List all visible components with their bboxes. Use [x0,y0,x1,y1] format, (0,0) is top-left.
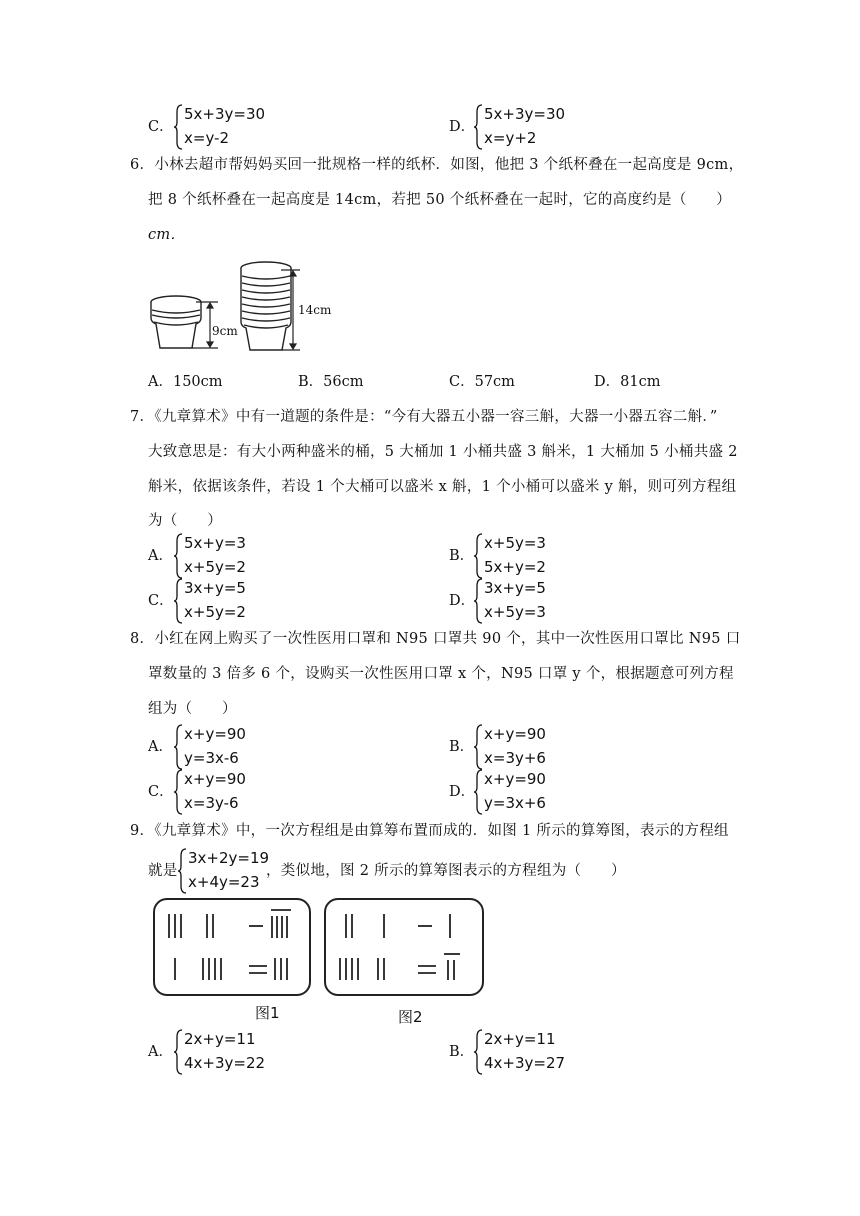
q9-text-line1: 9．《九章算术》中，一次方程组是由算筹布置而成的．如图 1 所示的算筹图，表示的方程组 [130,823,729,839]
equation-1: 3x+2y=19 [188,849,270,867]
equation-2: x+4y=23 [188,873,260,891]
q8-option-a-label: A． [148,739,173,755]
equation-1: 5x+y=3 [184,534,246,552]
equation-2: y=3x+6 [484,794,546,812]
brace-icon [174,104,184,150]
brace-icon [474,104,484,150]
q9-text-line2-pre: 就是 [148,863,178,879]
q6-option-c: C．57cm [449,374,515,390]
q7-option-c-label: C． [148,593,174,609]
brace-icon [174,1029,184,1075]
q7-text-line2: 大致意思是：有大小两种盛米的桶，5 大桶加 1 小桶共盛 3 斛米，1 大桶加 5 小桶共盛 2 [148,444,738,460]
q9-option-a-system [174,1029,294,1075]
counting-rods-2 [326,900,482,994]
q7-option-b-label: B． [449,548,475,564]
equation-2: y=3x-6 [184,749,239,767]
brace-icon [174,724,184,770]
equation-2: x+5y=2 [184,558,246,576]
equation-2: x+5y=2 [184,603,246,621]
q7-option-d-system [474,578,594,624]
q6-option-a: A．150cm [148,374,223,390]
equation-2: x=3y+6 [484,749,546,767]
q8-option-a-system [174,724,294,770]
equation-1: x+5y=3 [484,534,546,552]
q8-option-b-system [474,724,594,770]
q8-text-line1: 8．小红在网上购买了一次性医用口罩和 N95 口罩共 90 个，其中一次性医用口罩比 N95 口 [130,631,741,647]
q7-option-a-label: A． [148,548,173,564]
small-height-label: 9cm [212,324,238,338]
equation-2: x=y-2 [184,129,230,147]
equation-2: x=y+2 [484,129,537,147]
counting-rod-figure-1 [153,898,311,996]
q6-text-line1: 6．小林去超市帮妈妈买回一批规格一样的纸杯．如图，他把 3 个纸杯叠在一起高度是 9cm， [130,157,744,173]
q8-option-b-label: B． [449,739,475,755]
brace-icon [474,769,484,815]
equation-1: 5x+3y=30 [484,105,566,123]
brace-icon [474,578,484,624]
q6-option-d: D．81cm [594,374,661,390]
q5-option-d-label: D． [449,119,476,135]
equation-1: 2x+y=11 [484,1030,556,1048]
brace-icon [174,578,184,624]
q7-option-a-system [174,533,294,579]
equation-2: x=3y-6 [184,794,239,812]
q8-option-d-system [474,769,594,815]
small-cup-stack [151,296,201,348]
equation-1: x+y=90 [184,770,246,788]
q7-text-line3: 斛米，依据该条件，若设 1 个大桶可以盛米 x 斛，1 个小桶可以盛米 y 斛，则可列方程组 [148,479,737,495]
q9-option-a-label: A． [148,1044,173,1060]
q5-option-c-label: C． [148,119,174,135]
q8-option-c-label: C． [148,784,174,800]
equation-1: 3x+y=5 [484,579,546,597]
brace-icon [474,1029,484,1075]
q7-text-line4: 为（ ） [148,513,222,529]
equation-1: 5x+3y=30 [184,105,266,123]
q9-text-line2-post: ，类似地，图 2 所示的算筹图表示的方程组为（ ） [266,863,626,879]
tall-cup-stack [241,262,291,350]
q5-option-c-system [174,104,294,150]
q8-option-d-label: D． [449,784,476,800]
counting-rods-1 [155,900,309,994]
q5-option-d-system [474,104,594,150]
equation-1: x+y=90 [484,725,546,743]
brace-icon [174,533,184,579]
figure-1-caption: 图1 [255,1004,280,1022]
tall-height-label: 14cm [298,303,332,317]
brace-icon [178,848,188,894]
equation-1: 3x+y=5 [184,579,246,597]
equation-2: 4x+3y=27 [484,1054,566,1072]
q7-text-line1: 7．《九章算术》中有一道题的条件是：“今有大器五小器一容三斛，大器一小器五容二斛．” [130,409,718,425]
q7-option-b-system [474,533,594,579]
q6-option-b: B．56cm [298,374,364,390]
counting-rod-figure-2 [324,898,484,996]
q9-option-b-label: B． [449,1044,475,1060]
q6-text-line3: cm． [148,227,186,243]
q8-option-c-system [174,769,294,815]
brace-icon [174,769,184,815]
equation-2: x+5y=3 [484,603,546,621]
equation-2: 4x+3y=22 [184,1054,266,1072]
equation-1: x+y=90 [184,725,246,743]
q8-text-line3: 组为（ ） [148,701,237,717]
q9-option-b-system [474,1029,594,1075]
q6-text-line2: 把 8 个纸杯叠在一起高度是 14cm，若把 50 个纸杯叠在一起时，它的高度约是（ ） [148,192,732,208]
figure-2-caption: 图2 [398,1008,423,1026]
equation-1: x+y=90 [484,770,546,788]
q7-option-c-system [174,578,294,624]
brace-icon [474,533,484,579]
q7-option-d-label: D． [449,593,476,609]
equation-2: 5x+y=2 [484,558,546,576]
brace-icon [474,724,484,770]
equation-1: 2x+y=11 [184,1030,256,1048]
q8-text-line2: 罩数量的 3 倍多 6 个，设购买一次性医用口罩 x 个，N95 口罩 y 个，根据题意可列方程 [148,666,734,682]
paper-cups-figure [148,258,338,358]
